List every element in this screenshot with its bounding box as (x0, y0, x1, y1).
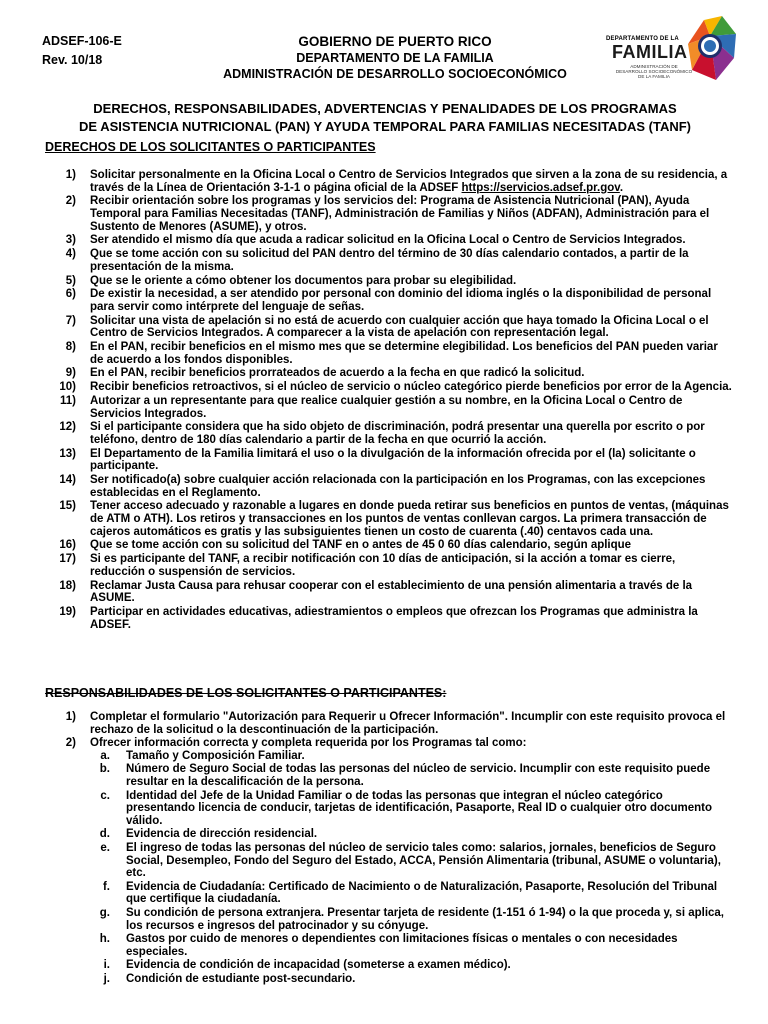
form-code: ADSEF-106-E (42, 34, 122, 48)
logo-name-text: FAMILIA (612, 42, 688, 62)
list-item (42, 395, 732, 420)
sub-item-text: Identidad del Jefe de la Unidad Familiar o de todas las personas que integran el núcleo categórico presentando licencia de conducir, tarjetas de identificación, Pasaporte, Real ID o cualquier otro documento válido. (126, 789, 713, 827)
sub-item-text: Evidencia de condición de incapacidad (someterse a examen médico). (126, 959, 511, 972)
item-number: 3) (65, 234, 76, 247)
sub-item-letter: b. (99, 763, 110, 776)
sub-item-letter: a. (100, 749, 110, 762)
list-item (42, 737, 732, 985)
sublist-item (90, 763, 732, 788)
item-text: Recibir beneficios retroactivos, si el núcleo de servicio o núcleo categórico pierde beneficios por error de la Agencia. (90, 381, 732, 394)
sub-item-letter: d. (99, 828, 110, 841)
responsibilities-heading: RESPONSABILIDADES DE LOS SOLICITANTES O PARTICIPANTES: (45, 686, 447, 700)
list-item (42, 367, 732, 380)
item-text: Si es participante del TANF, a recibir notificación con 10 días de anticipación, si la acción a tomar es cierre, reducción o suspensión de servicios. (90, 553, 676, 578)
item-text: En el PAN, recibir beneficios prorrateados de acuerdo a la fecha en que radicó la solicitud. (90, 367, 585, 380)
item-number: 16) (59, 539, 76, 552)
item-text: Tener acceso adecuado y razonable a lugares en donde pueda retirar sus beneficios en puntos de ventas, (máquinas de ATM o ATH). Los retiros y transacciones en los puntos de ventas conllevan cargos. La primera transacción de cajeros automáticos es gratis y las subsiguientes tienen un costo de cuarenta (.40) centavos cada una. (90, 500, 729, 538)
sub-item-text: Gastos por cuido de menores o dependientes con limitaciones físicas o mentales o con necesidades especiales. (126, 933, 678, 958)
sub-item-letter: j. (103, 972, 110, 985)
sub-item-text: Tamaño y Composición Familiar. (126, 749, 305, 762)
item-number: 12) (59, 421, 76, 434)
sub-item-letter: c. (100, 789, 110, 802)
list-item (42, 234, 732, 247)
document-title (40, 100, 730, 136)
item-text: Completar el formulario "Autorización para Requerir u Ofrecer Información". Incumplir con este requisito provoca el rechazo de la solicitud o la descontinuación de la participación. (90, 711, 726, 736)
list-item (42, 580, 732, 605)
item-number: 13) (59, 447, 76, 460)
logo-dept-text: DEPARTAMENTO DE LA (606, 36, 679, 42)
sub-item-text: Evidencia de dirección residencial. (126, 828, 318, 841)
item-number: 18) (59, 579, 76, 592)
list-item (42, 711, 732, 736)
sublist-item (90, 959, 732, 972)
sublist-item (90, 907, 732, 932)
item-number: 1) (65, 169, 76, 181)
sub-item-letter: f. (102, 880, 110, 893)
rights-list (42, 169, 732, 632)
rights-heading: DERECHOS DE LOS SOLICITANTES O PARTICIPANTES (45, 140, 376, 154)
item-text: Recibir orientación sobre los programas y los servicios del: Programa de Asistencia Nutricional (PAN), Ayuda Temporal para Familias Necesitadas (TANF), Administración de Familias y Niños (ADFAN), Administración para el Sustento de Menores (ASUME), y otros. (90, 195, 710, 233)
list-item (42, 288, 732, 313)
adsef-website-link[interactable]: https://servicios.adsef.pr.gov (461, 181, 620, 194)
item-text: Si el participante considera que ha sido objeto de discriminación, podrá presentar una querella por escrito o por teléfono, dentro de 180 días calendario a partir de la fecha en que ocurrió la acción. (90, 421, 705, 446)
list-item (42, 448, 732, 473)
list-item (42, 341, 732, 366)
item-text: Ofrecer información correcta y completa requerida por los Programas tal como: (90, 737, 527, 750)
list-item (42, 474, 732, 499)
sublist-item (90, 973, 732, 986)
item-number: 14) (59, 474, 76, 487)
list-item (42, 553, 732, 578)
title-line-1: DERECHOS, RESPONSABILIDADES, ADVERTENCIAS Y PENALIDADES DE LOS PROGRAMAS (93, 101, 677, 116)
item-text: Ser notificado(a) sobre cualquier acción relacionada con la participación en los Programas, con las excepciones establecidas en el Reglamento. (90, 474, 706, 499)
agency-header (200, 34, 590, 82)
list-item (42, 539, 732, 552)
sublist-item (90, 842, 732, 880)
sub-item-text: Su condición de persona extranjera. Presentar tarjeta de residente (1-151 ó 1-94) o la que proceda y, si aplica, los recursos e ingresos del patrocinador y su cónyuge. (126, 906, 725, 932)
sub-item-letter: i. (103, 959, 110, 972)
item-number: 1) (65, 711, 76, 723)
item-text: Que se tome acción con su solicitud del TANF en o antes de 45 0 60 días calendario, según aplique (90, 539, 632, 552)
item-number: 19) (59, 605, 76, 618)
familia-emblem-icon (682, 14, 740, 86)
item-number: 11) (60, 394, 76, 407)
item-number: 6) (65, 288, 76, 301)
list-item (42, 381, 732, 394)
sub-item-text: El ingreso de todas las personas del núcleo de servicio tales como: salarios, jornales, beneficios de Seguro Social, Desempleo, Fondo del Seguro del Estado, ACCA, Pensión Alimentaria (tribunal, ASUME o voluntaria), etc. (126, 841, 721, 880)
sub-item-text: Condición de estudiante post-secundario. (126, 972, 356, 985)
item-text-end: . (619, 181, 624, 194)
item-number: 17) (59, 553, 76, 566)
sublist-item (90, 750, 732, 763)
responsibilities-list (42, 711, 732, 986)
header-line-2: DEPARTAMENTO DE LA FAMILIA (296, 51, 494, 65)
familia-logo (600, 14, 742, 86)
info-requirements-sublist (90, 750, 732, 986)
header-line-1: GOBIERNO DE PUERTO RICO (298, 34, 492, 49)
item-number: 7) (65, 314, 76, 327)
item-text: Que se tome acción con su solicitud del PAN dentro del término de 30 días calendario contados, a partir de la presentación de la misma. (90, 248, 689, 273)
list-item (42, 275, 732, 288)
item-number: 2) (65, 195, 76, 208)
item-text: Participar en actividades educativas, adiestramientos o empleos que ofrezcan los Programas que administra la ADSEF. (90, 605, 698, 631)
list-item (42, 169, 732, 194)
logo-sub-text: ADMINISTRACIÓN DE DESARROLLO SOCIOECONÓMICO DE LA FAMILIA (615, 64, 693, 80)
title-line-2: DE ASISTENCIA NUTRICIONAL (PAN) Y AYUDA TEMPORAL PARA FAMILIAS NECESITADAS (TANF) (79, 119, 691, 134)
sublist-item (90, 828, 732, 841)
item-text: Solicitar personalmente en la Oficina Local o Centro de Servicios Integrados que sirven a la zona de su residencia, a través de la Línea de Orientación 3-1-1 o página oficial de la ADSEF (90, 169, 728, 194)
sub-item-letter: g. (99, 906, 110, 919)
sublist-item (90, 790, 732, 828)
sub-item-text: Número de Seguro Social de todas las personas del núcleo de servicio. Incumplir con este requisito puede resultar en la descalificación de la persona. (126, 763, 711, 788)
list-item (42, 421, 732, 446)
item-number: 5) (65, 274, 76, 287)
item-number: 15) (59, 500, 76, 513)
form-revision: Rev. 10/18 (42, 53, 103, 67)
list-item (42, 195, 732, 233)
item-number: 9) (65, 367, 76, 380)
item-text: Solicitar una vista de apelación si no está de acuerdo con cualquier acción que haya tomado la Oficina Local o el Centro de Servicios Integrados. A comparecer a la vista de apelación con representación legal. (90, 314, 709, 340)
item-text: El Departamento de la Familia limitará el uso o la divulgación de la información ofrecida por el (la) solicitante o participante. (90, 447, 696, 473)
item-number: 10) (59, 381, 76, 394)
list-item (42, 500, 732, 538)
list-item (42, 315, 732, 340)
item-text: En el PAN, recibir beneficios en el mismo mes que se determine elegibilidad. Los beneficios del PAN pueden variar de acuerdo a los fondos disponibles. (90, 341, 718, 366)
sublist-item (90, 881, 732, 906)
item-number: 4) (65, 248, 76, 261)
item-text: Reclamar Justa Causa para rehusar cooperar con el establecimiento de una pensión alimentaria a través de la ASUME. (90, 579, 693, 605)
item-text: Autorizar a un representante para que realice cualquier gestión a su nombre, en la Oficina Local o Centro de Servicios Integrados. (90, 394, 683, 420)
item-text: Que se le oriente a cómo obtener los documentos para probar su elegibilidad. (90, 274, 517, 287)
sub-item-text: Evidencia de Ciudadanía: Certificado de Nacimiento o de Naturalización, Pasaporte, Resolución del Tribunal que certifique la ciudadanía. (126, 880, 718, 906)
item-number: 8) (65, 341, 76, 354)
sublist-item (90, 933, 732, 958)
list-item (42, 606, 732, 631)
sub-item-letter: h. (99, 933, 110, 946)
sub-item-letter: e. (100, 841, 110, 854)
item-text: Ser atendido el mismo día que acuda a radicar solicitud en la Oficina Local o Centro de Servicios Integrados. (90, 234, 686, 247)
header-line-3: ADMINISTRACIÓN DE DESARROLLO SOCIOECONÓMICO (223, 67, 567, 81)
list-item (42, 248, 732, 273)
item-number: 2) (65, 737, 76, 750)
item-text: De existir la necesidad, a ser atendido por personal con dominio del idioma inglés o la disponibilidad de personal para servir como intérprete del lenguaje de señas. (90, 288, 712, 313)
